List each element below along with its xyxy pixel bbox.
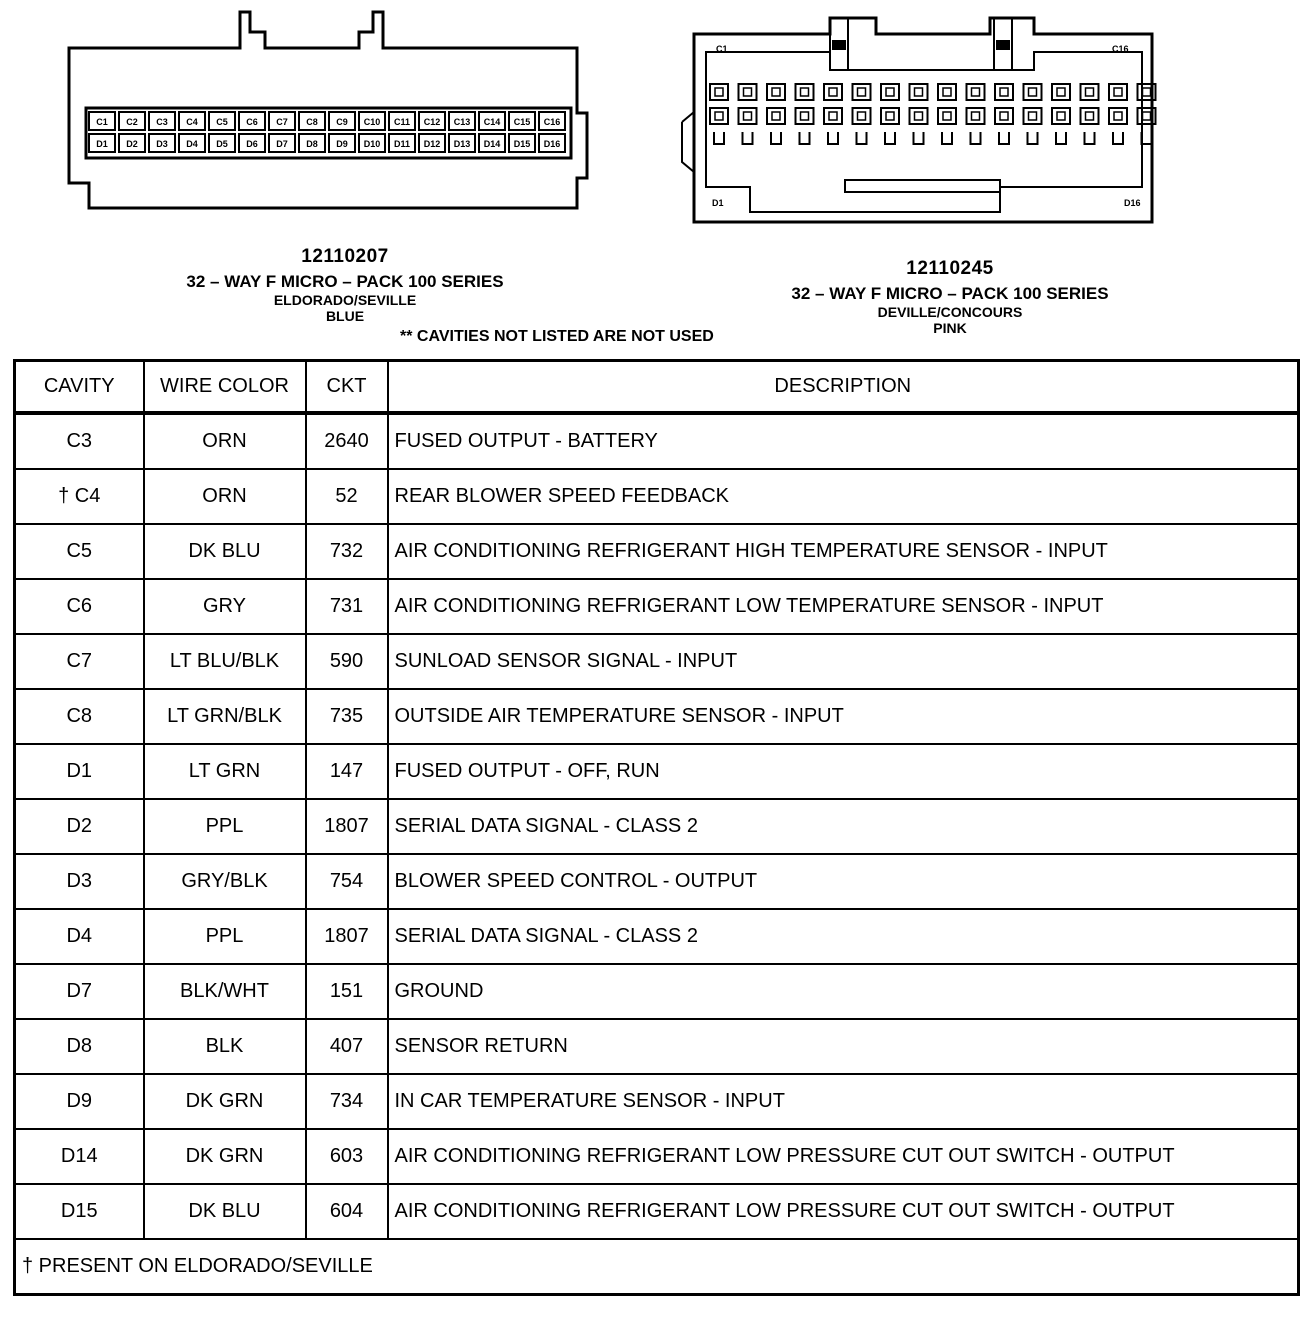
cell-ckt: 1807 bbox=[306, 799, 388, 854]
cavity-latch bbox=[885, 132, 895, 144]
cell-wire-color: DK GRN bbox=[144, 1074, 306, 1129]
cell-ckt: 52 bbox=[306, 469, 388, 524]
cavity-terminal bbox=[1029, 112, 1037, 120]
cavity-label: D11 bbox=[393, 139, 411, 149]
connector-right-models: DEVILLE/CONCOURS bbox=[877, 304, 1023, 320]
cavity-terminal bbox=[1000, 88, 1008, 96]
cell-ckt: 731 bbox=[306, 579, 388, 634]
cavity-label: D14 bbox=[483, 139, 501, 149]
cavity-label: D2 bbox=[126, 139, 138, 149]
corner-label-d1: D1 bbox=[712, 198, 724, 208]
footnote: † PRESENT ON ELDORADO/SEVILLE bbox=[15, 1239, 1299, 1295]
cavity-label: C3 bbox=[156, 117, 168, 127]
cell-wire-color: BLK/WHT bbox=[144, 964, 306, 1019]
cell-wire-color: LT BLU/BLK bbox=[144, 634, 306, 689]
cavity-cell bbox=[767, 108, 785, 124]
cell-cavity: C7 bbox=[15, 634, 144, 689]
cavity-terminal bbox=[886, 88, 894, 96]
cavity-terminal bbox=[858, 112, 866, 120]
cavity-label: D12 bbox=[423, 139, 441, 149]
cavity-label: D16 bbox=[543, 139, 561, 149]
cavity-cell bbox=[1109, 108, 1127, 124]
corner-label-c16: C16 bbox=[1112, 44, 1129, 54]
cavity-cell bbox=[710, 108, 728, 124]
cavity-terminal bbox=[829, 88, 837, 96]
cell-cavity: D3 bbox=[15, 854, 144, 909]
cavity-cell bbox=[995, 108, 1013, 124]
connector-right-caption bbox=[720, 258, 1180, 336]
cell-ckt: 732 bbox=[306, 524, 388, 579]
cavity-latch bbox=[771, 132, 781, 144]
connector-12110245-drawing bbox=[680, 12, 1180, 232]
cavity-label: D7 bbox=[276, 139, 288, 149]
table-row bbox=[15, 1184, 1299, 1239]
cavity-terminal bbox=[1143, 112, 1151, 120]
cell-wire-color: ORN bbox=[144, 413, 306, 469]
cell-cavity: D1 bbox=[15, 744, 144, 799]
cavity-label: D9 bbox=[336, 139, 348, 149]
cavity-latch bbox=[971, 132, 981, 144]
connector-left-series: 32 – WAY F MICRO – PACK 100 SERIES bbox=[186, 272, 504, 291]
table-row bbox=[15, 1074, 1299, 1129]
table-row bbox=[15, 909, 1299, 964]
cavity-terminal bbox=[972, 112, 980, 120]
header-wire-color: WIRE COLOR bbox=[144, 361, 306, 414]
cavity-latch bbox=[942, 132, 952, 144]
cavity-label: D3 bbox=[156, 139, 168, 149]
cavity-terminal bbox=[1086, 112, 1094, 120]
connector-left-models: ELDORADO/SEVILLE bbox=[273, 292, 417, 308]
cavity-label: D8 bbox=[306, 139, 318, 149]
cavity-terminal bbox=[772, 112, 780, 120]
connector-left-caption bbox=[115, 246, 575, 324]
cavity-label: C12 bbox=[423, 117, 441, 127]
cavity-latch bbox=[1028, 132, 1038, 144]
cavity-cell bbox=[853, 108, 871, 124]
connector-right-series: 32 – WAY F MICRO – PACK 100 SERIES bbox=[791, 284, 1109, 303]
cell-description: IN CAR TEMPERATURE SENSOR - INPUT bbox=[388, 1074, 1299, 1129]
cell-cavity: D7 bbox=[15, 964, 144, 1019]
cavity-cell bbox=[995, 84, 1013, 100]
cell-description: REAR BLOWER SPEED FEEDBACK bbox=[388, 469, 1299, 524]
cavity-latch bbox=[743, 132, 753, 144]
cavity-cell bbox=[938, 84, 956, 100]
cell-description: SERIAL DATA SIGNAL - CLASS 2 bbox=[388, 799, 1299, 854]
cell-cavity: D9 bbox=[15, 1074, 144, 1129]
cell-description: BLOWER SPEED CONTROL - OUTPUT bbox=[388, 854, 1299, 909]
cavity-terminal bbox=[772, 88, 780, 96]
cavity-terminal bbox=[1000, 112, 1008, 120]
cavity-label: C6 bbox=[246, 117, 258, 127]
cavity-label: C8 bbox=[306, 117, 318, 127]
header-description: DESCRIPTION bbox=[388, 361, 1299, 414]
cell-wire-color: GRY/BLK bbox=[144, 854, 306, 909]
cavity-terminal bbox=[715, 88, 723, 96]
cell-wire-color: LT GRN/BLK bbox=[144, 689, 306, 744]
cavity-latch bbox=[999, 132, 1009, 144]
cavity-latch bbox=[857, 132, 867, 144]
table-row bbox=[15, 634, 1299, 689]
cavity-cell bbox=[1081, 84, 1099, 100]
cavity-cell bbox=[1024, 108, 1042, 124]
cavity-label: D5 bbox=[216, 139, 228, 149]
cavity-latch bbox=[1056, 132, 1066, 144]
cavity-terminal bbox=[1086, 88, 1094, 96]
table-row bbox=[15, 579, 1299, 634]
cell-ckt: 604 bbox=[306, 1184, 388, 1239]
table-row bbox=[15, 964, 1299, 1019]
cavity-cell bbox=[824, 84, 842, 100]
cavity-terminal bbox=[801, 112, 809, 120]
cavity-cell bbox=[853, 84, 871, 100]
cell-wire-color: DK GRN bbox=[144, 1129, 306, 1184]
cavity-cell bbox=[910, 84, 928, 100]
cell-ckt: 407 bbox=[306, 1019, 388, 1074]
cavity-label: C7 bbox=[276, 117, 288, 127]
cavity-cell bbox=[739, 84, 757, 100]
footnote-row bbox=[15, 1239, 1299, 1295]
cavity-latch bbox=[1085, 132, 1095, 144]
table-row bbox=[15, 469, 1299, 524]
cell-cavity: C5 bbox=[15, 524, 144, 579]
cavity-cell bbox=[881, 84, 899, 100]
cavity-latch bbox=[1113, 132, 1123, 144]
cavity-cell bbox=[1052, 108, 1070, 124]
cell-description: SERIAL DATA SIGNAL - CLASS 2 bbox=[388, 909, 1299, 964]
header-cavity: CAVITY bbox=[15, 361, 144, 414]
corner-label-d16: D16 bbox=[1124, 198, 1141, 208]
cavity-terminal bbox=[1057, 88, 1065, 96]
cavity-label: D15 bbox=[513, 139, 531, 149]
cavity-label: D10 bbox=[363, 139, 381, 149]
cavity-cell bbox=[1052, 84, 1070, 100]
cell-cavity: C3 bbox=[15, 413, 144, 469]
cavity-cell bbox=[710, 84, 728, 100]
cavity-latch bbox=[714, 132, 724, 144]
cell-wire-color: BLK bbox=[144, 1019, 306, 1074]
cavity-label: D13 bbox=[453, 139, 471, 149]
corner-label-c1: C1 bbox=[716, 44, 728, 54]
cell-ckt: 1807 bbox=[306, 909, 388, 964]
cavity-cell bbox=[796, 84, 814, 100]
cavity-terminal bbox=[943, 112, 951, 120]
cavity-label: C16 bbox=[543, 117, 561, 127]
cell-cavity: † C4 bbox=[15, 469, 144, 524]
cavity-label: C5 bbox=[216, 117, 228, 127]
cavity-terminal bbox=[1029, 88, 1037, 96]
cavity-terminal bbox=[943, 88, 951, 96]
table-row bbox=[15, 744, 1299, 799]
unused-cavities-note: ** CAVITIES NOT LISTED ARE NOT USED bbox=[400, 328, 714, 345]
cavity-cell bbox=[1109, 84, 1127, 100]
connector-right-part-number: 12110245 bbox=[906, 258, 994, 279]
cell-description: AIR CONDITIONING REFRIGERANT LOW PRESSURE CUT OUT SWITCH - OUTPUT bbox=[388, 1184, 1299, 1239]
table-row bbox=[15, 413, 1299, 469]
cell-ckt: 603 bbox=[306, 1129, 388, 1184]
cell-wire-color: PPL bbox=[144, 799, 306, 854]
table-row bbox=[15, 799, 1299, 854]
cell-description: AIR CONDITIONING REFRIGERANT LOW TEMPERATURE SENSOR - INPUT bbox=[388, 579, 1299, 634]
cavity-label: D1 bbox=[96, 139, 108, 149]
cell-cavity: D15 bbox=[15, 1184, 144, 1239]
table-header-row bbox=[15, 361, 1299, 414]
cavity-terminal bbox=[1114, 88, 1122, 96]
cell-wire-color: LT GRN bbox=[144, 744, 306, 799]
cavity-terminal bbox=[1057, 112, 1065, 120]
cavity-cell bbox=[967, 108, 985, 124]
cell-wire-color: PPL bbox=[144, 909, 306, 964]
cavity-cell bbox=[1081, 108, 1099, 124]
cell-description: GROUND bbox=[388, 964, 1299, 1019]
cavity-label: C4 bbox=[186, 117, 198, 127]
connector-left-color: BLUE bbox=[325, 308, 365, 324]
cell-ckt: 2640 bbox=[306, 413, 388, 469]
cell-description: FUSED OUTPUT - OFF, RUN bbox=[388, 744, 1299, 799]
header-ckt: CKT bbox=[306, 361, 388, 414]
cell-ckt: 147 bbox=[306, 744, 388, 799]
cavity-latch bbox=[828, 132, 838, 144]
cell-ckt: 734 bbox=[306, 1074, 388, 1129]
cavity-label: C10 bbox=[363, 117, 381, 127]
table-row bbox=[15, 1129, 1299, 1184]
cavity-cell bbox=[1024, 84, 1042, 100]
cavity-label: C1 bbox=[96, 117, 108, 127]
cavity-label: C9 bbox=[336, 117, 348, 127]
cell-cavity: D2 bbox=[15, 799, 144, 854]
cavity-label: D4 bbox=[186, 139, 198, 149]
cavity-cell bbox=[938, 108, 956, 124]
cell-description: FUSED OUTPUT - BATTERY bbox=[388, 413, 1299, 469]
cavity-cell bbox=[767, 84, 785, 100]
cavity-terminal bbox=[744, 112, 752, 120]
cavity-latch bbox=[800, 132, 810, 144]
pinout-table bbox=[13, 359, 1300, 1296]
cell-cavity: C8 bbox=[15, 689, 144, 744]
cavity-label: C15 bbox=[513, 117, 531, 127]
cavity-terminal bbox=[1114, 112, 1122, 120]
cell-wire-color: GRY bbox=[144, 579, 306, 634]
table-row bbox=[15, 1019, 1299, 1074]
cavity-terminal bbox=[1143, 88, 1151, 96]
table-row bbox=[15, 854, 1299, 909]
connector-left-part-number: 12110207 bbox=[301, 246, 389, 267]
table-row bbox=[15, 524, 1299, 579]
cell-cavity: C6 bbox=[15, 579, 144, 634]
cavity-cell bbox=[910, 108, 928, 124]
cavity-terminal bbox=[801, 88, 809, 96]
cavity-terminal bbox=[972, 88, 980, 96]
cell-description: SUNLOAD SENSOR SIGNAL - INPUT bbox=[388, 634, 1299, 689]
cavity-label: C2 bbox=[126, 117, 138, 127]
cavity-cell bbox=[796, 108, 814, 124]
cell-description: AIR CONDITIONING REFRIGERANT LOW PRESSURE CUT OUT SWITCH - OUTPUT bbox=[388, 1129, 1299, 1184]
connector-12110207-drawing bbox=[55, 8, 615, 220]
cavity-terminal bbox=[915, 112, 923, 120]
cell-ckt: 735 bbox=[306, 689, 388, 744]
cavity-terminal bbox=[915, 88, 923, 96]
cell-wire-color: ORN bbox=[144, 469, 306, 524]
cavity-latch bbox=[914, 132, 924, 144]
cavity-label: C11 bbox=[393, 117, 411, 127]
cell-cavity: D4 bbox=[15, 909, 144, 964]
cell-description: SENSOR RETURN bbox=[388, 1019, 1299, 1074]
cell-ckt: 590 bbox=[306, 634, 388, 689]
cavity-cell bbox=[824, 108, 842, 124]
cavity-label: D6 bbox=[246, 139, 258, 149]
cavity-terminal bbox=[715, 112, 723, 120]
cavity-cell bbox=[881, 108, 899, 124]
cell-cavity: D14 bbox=[15, 1129, 144, 1184]
cavity-terminal bbox=[829, 112, 837, 120]
cavity-terminal bbox=[858, 88, 866, 96]
cavity-label: C13 bbox=[453, 117, 471, 127]
cavity-terminal bbox=[744, 88, 752, 96]
cavity-cell bbox=[739, 108, 757, 124]
cell-description: AIR CONDITIONING REFRIGERANT HIGH TEMPERATURE SENSOR - INPUT bbox=[388, 524, 1299, 579]
table-row bbox=[15, 689, 1299, 744]
cavity-label: C14 bbox=[483, 117, 501, 127]
cell-ckt: 151 bbox=[306, 964, 388, 1019]
cell-description: OUTSIDE AIR TEMPERATURE SENSOR - INPUT bbox=[388, 689, 1299, 744]
cell-wire-color: DK BLU bbox=[144, 524, 306, 579]
cell-ckt: 754 bbox=[306, 854, 388, 909]
cell-cavity: D8 bbox=[15, 1019, 144, 1074]
connector-right-color: PINK bbox=[933, 320, 967, 336]
cavity-cell bbox=[967, 84, 985, 100]
cavity-terminal bbox=[886, 112, 894, 120]
cell-wire-color: DK BLU bbox=[144, 1184, 306, 1239]
